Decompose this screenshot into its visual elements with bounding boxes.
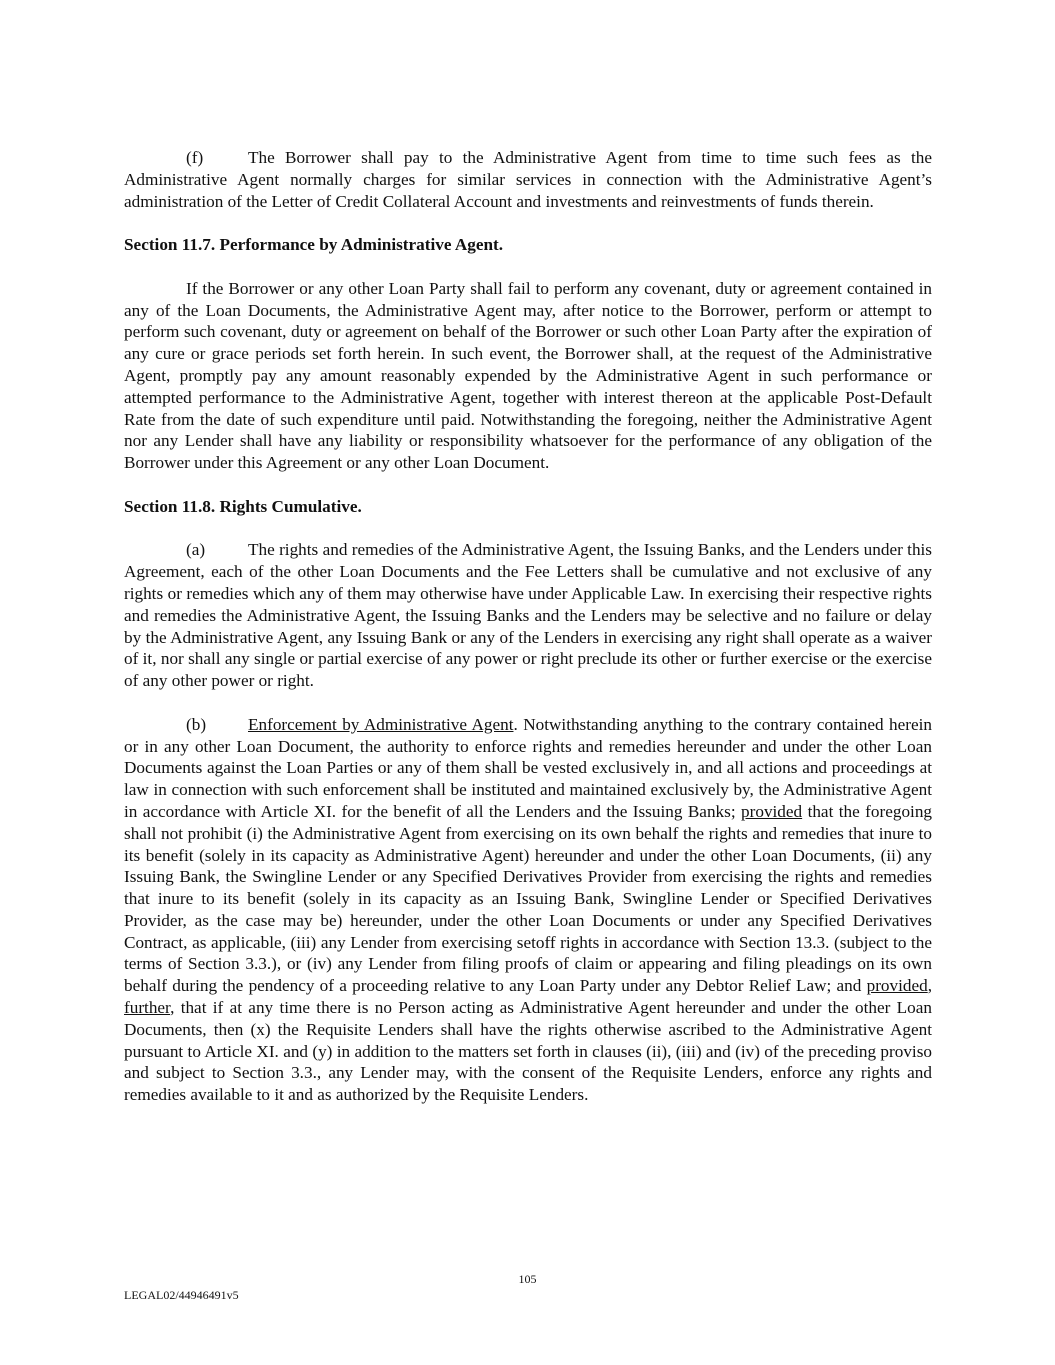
document-body [124,147,932,1128]
paragraph-text: , [927,976,932,996]
paragraph-f [124,147,932,212]
document-id: LEGAL02/44946491v5 [124,1288,239,1302]
paragraph-text: The rights and remedies of the Administrative Agent, the Issuing Banks, and the Lenders under this Agreement, each of the other Loan Documents and the Fee Letters shall be cumulative and not exclusive of any rights or remedies which any of them may otherwise have under Applicable Law. In exercising their respective rights and remedies the Administrative Agent, the Issuing Banks and the Lenders may be selective and no failure or delay by the Administrative Agent, any Issuing Bank or any of the Lenders in exercising any right shall operate as a waiver of it, nor shall any single or partial exercise of any power or right preclude its other or further exercise or the exercise of any other power or right. [124,540,932,691]
paragraph-text: , that if at any time there is no Person acting as Administrative Agent hereunder and under the other Loan Documents, then (x) the Requisite Lenders shall have the rights otherwise ascribed to the Administrative Agent pursuant to Article XI. and (y) in addition to the matters set forth in clauses (ii), (iii) and (iv) of the preceding proviso and subject to Section 3.3., any Lender may, with the consent of the Requisite Lenders, enforce any rights and remedies available to it and as authorized by the Requisite Lenders. [124,998,932,1105]
provided-term: provided [866,976,928,996]
paragraph-b [124,714,932,1106]
paragraph-text: The Borrower shall pay to the Administrative Agent from time to time such fees as the Administrative Agent normally charges for similar services in connection with the Administrative Agent’s administration of the Letter of Credit Collateral Account and investments and reinvestments of funds therein. [124,148,932,211]
provided-term: provided [741,801,803,821]
page-number: 105 [518,1272,537,1286]
paragraph-text: . Notwithstanding anything to the contrary contained herein or in any other Loan Document, the authority to enforce rights and remedies hereunder and under the other Loan Documents against the Loan Parties or any of them shall be vested exclusively in, and all actions and proceedings at law in connection with such enforcement shall be instituted and maintained exclusively by, the Administrative Agent in accordance with Article XI. for the benefit of all the Lenders and the Issuing Banks; [124,714,932,821]
paragraph-label: (f) [186,148,204,167]
section-11-8-heading: Section 11.8. Rights Cumulative. [124,496,362,516]
section-11-7-heading: Section 11.7. Performance by Administrative Agent. [124,235,504,255]
section-11-7-paragraph: If the Borrower or any other Loan Party shall fail to perform any covenant, duty or agreement contained in any of the Loan Documents, the Administrative Agent may, after notice to the Borrower, perform or attempt to perform such covenant, duty or agreement on behalf of the Borrower or such other Loan Party after the expiration of any cure or grace periods set forth herein. In such event, the Borrower shall, at the request of the Administrative Agent, promptly pay any amount reasonably expended by the Administrative Agent in such performance or attempted performance to the Administrative Agent, together with interest thereon at the applicable Post-Default Rate from the date of such expenditure until paid. Notwithstanding the foregoing, neither the Administrative Agent nor any Lender shall have any liability or responsibility whatsoever for the performance of any obligation of the Borrower under this Agreement or any other Loan Document. [124,278,932,473]
paragraph-label: (b) [186,714,207,734]
paragraph-a [124,539,932,692]
further-term: further [124,998,171,1018]
paragraph-title: Enforcement by Administrative Agent [248,714,514,734]
paragraph-label: (a) [186,540,206,560]
paragraph-text: that the foregoing shall not prohibit (i) the Administrative Agent from exercising on its own behalf the rights and remedies that inure to its benefit (solely in its capacity as Administrative Agent) hereunder and under the other Loan Documents, (ii) any Issuing Bank, the Swingline Lender or any Specified Derivatives Provider from exercising the rights and remedies that inure to its benefit (solely in its capacity as an Issuing Bank, Swingline Lender or Specified Derivatives Provider, as the case may be) hereunder, under the other Loan Documents or under any Specified Derivatives Contract, as applicable, (iii) any Lender from exercising setoff rights in accordance with Section 13.3. (subject to the terms of Section 3.3.), or (iv) any Lender from filing proofs of claim or appearing and filing pleadings on its own behalf during the pendency of a proceeding relative to any Loan Party under any Debtor Relief Law; and [124,801,933,996]
